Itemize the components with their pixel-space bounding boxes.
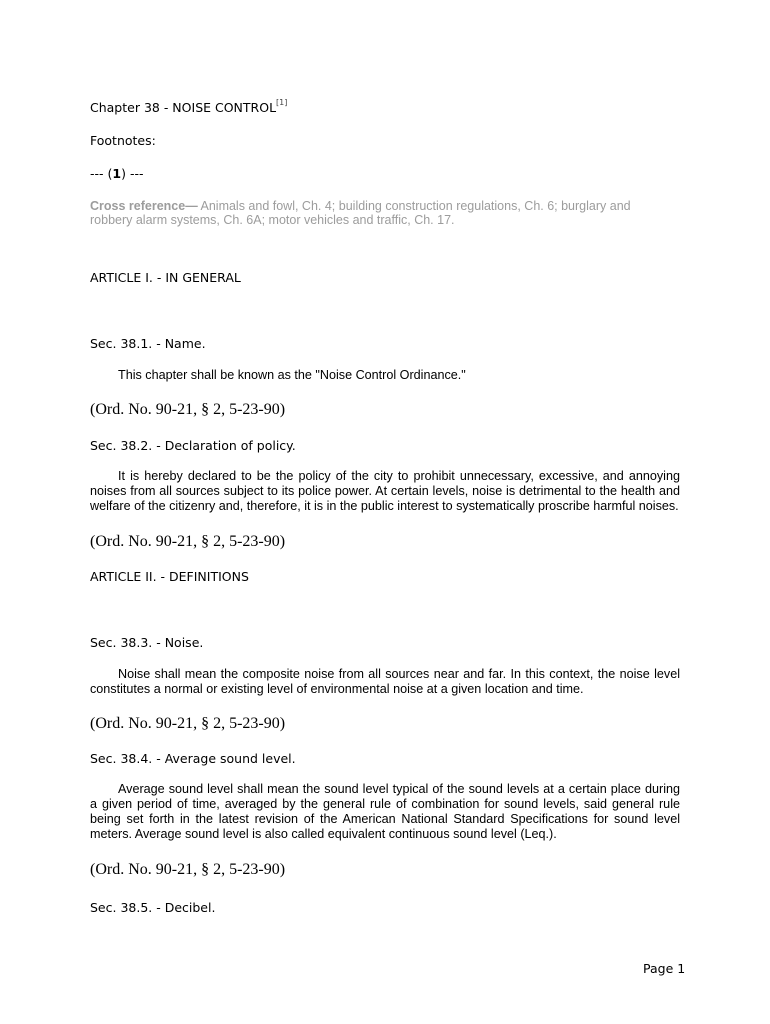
section-38-1-heading: Sec. 38.1. - Name. bbox=[90, 336, 206, 351]
section-38-4-ordinance: (Ord. No. 90-21, § 2, 5-23-90) bbox=[90, 861, 286, 878]
footnote-marker-prefix: --- ( bbox=[90, 166, 113, 181]
footnote-link[interactable]: [1] bbox=[276, 98, 288, 107]
section-38-3-heading: Sec. 38.3. - Noise. bbox=[90, 635, 204, 650]
cross-reference-line-2: robbery alarm systems, Ch. 6A; motor vehicles and traffic, Ch. 17. bbox=[90, 213, 455, 227]
section-38-5-heading: Sec. 38.5. - Decibel. bbox=[90, 900, 216, 915]
section-38-3-text: Noise shall mean the composite noise from all sources near and far. In this context, the noise level constitutes a normal or existing level of environmental noise at a given location and time. bbox=[90, 667, 680, 696]
article-1-heading: ARTICLE I. - IN GENERAL bbox=[90, 270, 241, 285]
section-38-4-heading: Sec. 38.4. - Average sound level. bbox=[90, 751, 296, 766]
cross-reference-text-1: Animals and fowl, Ch. 4; building construction regulations, Ch. 6; burglary and bbox=[200, 199, 631, 213]
footnote-marker-suffix: ) --- bbox=[121, 166, 144, 181]
chapter-title bbox=[90, 100, 287, 115]
section-38-2-heading: Sec. 38.2. - Declaration of policy. bbox=[90, 438, 296, 453]
page-number: Page 1 bbox=[643, 961, 686, 976]
cross-reference-line-1 bbox=[90, 199, 631, 213]
footnotes-label: Footnotes: bbox=[90, 133, 156, 148]
article-2-heading: ARTICLE II. - DEFINITIONS bbox=[90, 569, 249, 584]
section-38-2-ordinance: (Ord. No. 90-21, § 2, 5-23-90) bbox=[90, 533, 286, 550]
section-38-4-text: Average sound level shall mean the sound level typical of the sound levels at a certain place during a given period of time, averaged by the general rule of combination for sound levels, said general rule being set forth in the latest revision of the American National Standard Specifications for sound level meters. Average sound level is also called equivalent continuous sound level (Leq.). bbox=[90, 782, 680, 841]
section-38-1-text: This chapter shall be known as the "Noise Control Ordinance." bbox=[118, 368, 466, 382]
cross-reference-label: Cross reference— bbox=[90, 199, 198, 213]
footnote-marker bbox=[90, 166, 143, 181]
footnote-marker-number: 1 bbox=[112, 166, 122, 181]
chapter-title-text: Chapter 38 - NOISE CONTROL bbox=[90, 100, 277, 115]
section-38-3-ordinance: (Ord. No. 90-21, § 2, 5-23-90) bbox=[90, 715, 286, 732]
section-38-1-ordinance: (Ord. No. 90-21, § 2, 5-23-90) bbox=[90, 401, 286, 418]
section-38-2-text: It is hereby declared to be the policy of the city to prohibit unnecessary, excessive, and annoying noises from all sources subject to its police power. At certain levels, noise is detrimental to the health and welfare of the citizenry and, therefore, it is in the public interest to systematically proscribe harmful noises. bbox=[90, 469, 680, 513]
